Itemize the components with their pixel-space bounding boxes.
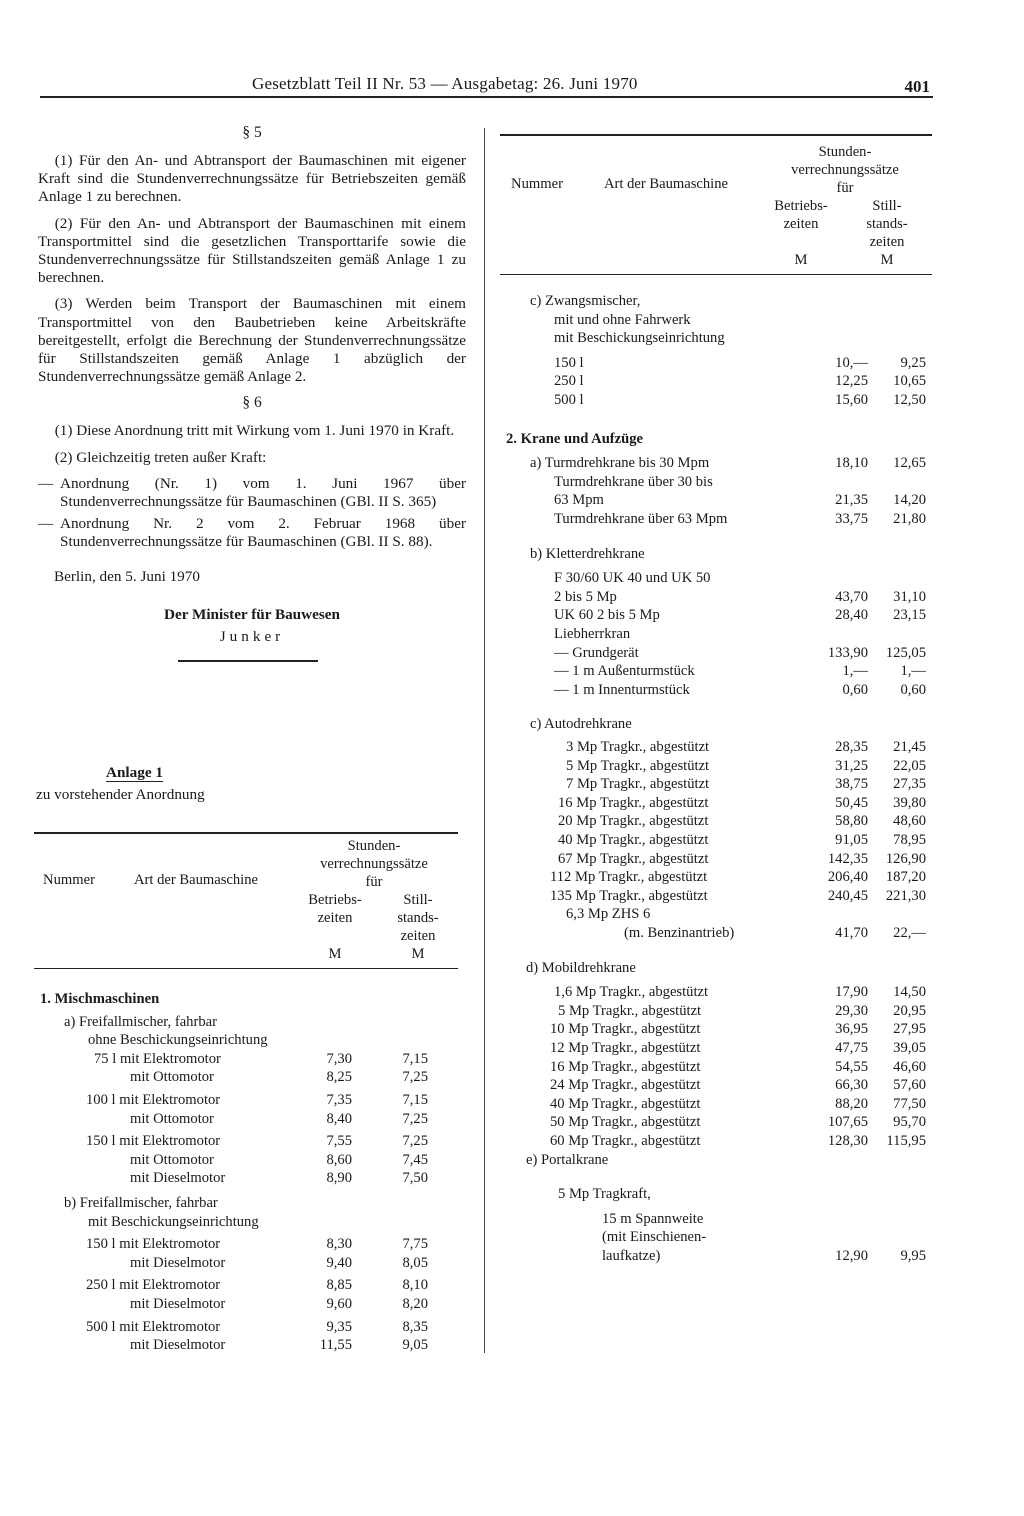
rate-operating: 9,40 <box>326 1254 352 1271</box>
paragraph-6-2: (2) Gleichzeitig treten außer Kraft: <box>54 448 267 466</box>
rate-standstill: 8,35 <box>402 1318 428 1335</box>
rate-standstill: 7,15 <box>402 1092 428 1108</box>
table-row <box>500 794 934 812</box>
row-label: F 30/60 UK 40 und UK 50 <box>554 570 711 587</box>
table-row <box>500 868 934 886</box>
rate-operating: 47,75 <box>835 1040 868 1056</box>
header-stunden: Stunden- <box>818 144 872 160</box>
rate-operating: 18,10 <box>835 455 868 472</box>
table-row <box>34 1318 460 1336</box>
header-fuer: für <box>836 180 854 196</box>
signer-name: Junker <box>219 627 285 645</box>
header-title: Gesetzblatt Teil II Nr. 53 — Ausgabetag: 26. Juni 1970 <box>252 74 638 93</box>
row-label: mit und ohne Fahrwerk <box>554 311 691 328</box>
table-header-rule <box>34 968 458 969</box>
table-row <box>500 1020 934 1038</box>
table-row <box>500 1132 934 1150</box>
row-label: 500 l <box>554 392 584 408</box>
table-row <box>500 292 934 310</box>
header-still-zeiten: zeiten <box>869 234 905 250</box>
rate-operating: 21,35 <box>835 492 868 509</box>
header-machine-type: Art der Baumaschine <box>603 176 728 192</box>
table-row <box>500 1113 934 1131</box>
table-row <box>500 983 934 1001</box>
rate-operating: 142,35 <box>827 850 868 867</box>
row-label: 50 Mp Tragkr., abgestützt <box>550 1114 701 1131</box>
table-row <box>500 1151 934 1169</box>
rate-operating: 11,55 <box>319 1337 352 1354</box>
rate-operating: 33,75 <box>835 511 868 527</box>
rate-standstill: 125,05 <box>885 644 926 661</box>
section-5-heading: § 5 <box>242 124 262 141</box>
paragraph-5-3: (3) Werden beim Transport der Baumaschinen mit einem Transportmittel von den Baubetrieben keine Arbeitskräfte bereitgestellt, erfolgt die Berechnung der Stundenverrechnungssätze für Stillstandszeiten gemäß Anlage 1 abzüglich der Stundenverrechnungssätze gemäß Anlage 2. <box>38 295 466 386</box>
left-rate-table <box>34 832 460 1352</box>
rate-standstill: 14,50 <box>893 984 926 1001</box>
rate-standstill: 57,60 <box>893 1077 926 1094</box>
table-row <box>34 1132 460 1150</box>
row-label: mit Dieselmotor <box>130 1337 226 1354</box>
row-label: ohne Beschickungseinrichtung <box>88 1032 268 1049</box>
table-row <box>500 681 934 699</box>
rate-standstill: 21,80 <box>893 511 926 527</box>
header-still-zeiten: zeiten <box>400 928 436 944</box>
row-label: 250 l <box>554 373 584 390</box>
rate-operating: 128,30 <box>827 1133 868 1149</box>
header-number: Nummer <box>43 872 95 888</box>
table-row <box>500 473 934 491</box>
row-label: Turmdrehkrane über 63 Mpm <box>554 511 728 527</box>
row-label: b) Kletterdrehkrane <box>530 545 645 562</box>
rate-operating: 15,60 <box>835 392 868 408</box>
paragraph-5-1: (1) Für den An- und Abtransport der Baumaschinen mit eigener Kraft sind die Stundenverrechnungssätze für Betriebszeiten gemäß Anlage 1 zu berechnen. <box>38 152 466 206</box>
rate-standstill: 39,80 <box>893 794 926 811</box>
rate-operating: 206,40 <box>827 869 868 886</box>
row-label: c) Zwangsmischer, <box>530 293 641 309</box>
rate-operating: 41,70 <box>835 925 868 941</box>
annex-title: Anlage 1 <box>106 764 163 781</box>
rate-operating: 12,90 <box>835 1248 868 1264</box>
rate-operating: 17,90 <box>835 984 868 1001</box>
rate-standstill: 8,20 <box>402 1296 428 1312</box>
table-row <box>500 1002 934 1020</box>
rate-operating: 28,35 <box>835 739 868 755</box>
table-row <box>34 1213 460 1231</box>
row-label: 15 m Spannweite <box>602 1210 704 1227</box>
header-betriebs-zeiten: zeiten <box>317 910 353 926</box>
row-label: 150 l mit Elektromotor <box>86 1133 221 1150</box>
rate-standstill: 9,95 <box>900 1248 926 1264</box>
table-row <box>34 1336 460 1354</box>
table-row <box>500 1076 934 1094</box>
row-label: 60 Mp Tragkr., abgestützt <box>550 1133 701 1149</box>
table-row <box>500 1210 934 1228</box>
rate-standstill: 21,45 <box>893 739 926 755</box>
table-row <box>500 924 934 942</box>
row-label: a) Freifallmischer, fahrbar <box>64 1013 217 1030</box>
paragraph-6-1: (1) Diese Anordnung tritt mit Wirkung vom 1. Juni 1970 in Kraft. <box>54 422 455 440</box>
row-label: 40 Mp Tragkr., abgestützt <box>558 832 709 848</box>
table-row <box>34 1151 460 1169</box>
row-label: 6,3 Mp ZHS 6 <box>566 906 651 923</box>
table-row <box>500 372 934 390</box>
rate-standstill: 1,— <box>900 663 926 680</box>
table-row <box>500 1185 934 1203</box>
header-still: Still- <box>872 198 902 214</box>
table-row <box>500 775 934 793</box>
signature-rule <box>178 660 318 662</box>
rate-operating: 31,25 <box>835 757 868 774</box>
table-row <box>500 959 934 977</box>
row-label: a) Turmdrehkrane bis 30 Mpm <box>530 455 710 472</box>
header-fuer: für <box>365 874 383 890</box>
table-row <box>500 545 934 563</box>
row-label: mit Dieselmotor <box>130 1296 226 1312</box>
row-label: b) Freifallmischer, fahrbar <box>64 1195 218 1211</box>
rate-operating: 133,90 <box>827 644 868 661</box>
header-rule <box>40 96 933 98</box>
rate-operating: 54,55 <box>835 1058 868 1075</box>
table-row <box>500 1039 934 1057</box>
table-row <box>500 1095 934 1113</box>
row-label: e) Portalkrane <box>526 1151 609 1168</box>
table-row <box>500 738 934 756</box>
rate-standstill: 20,95 <box>893 1002 926 1019</box>
table-row <box>34 1091 460 1109</box>
rate-standstill: 8,05 <box>402 1254 428 1271</box>
table-row <box>34 1013 460 1031</box>
header-stands: stands- <box>397 910 439 926</box>
table-row <box>500 606 934 624</box>
rate-operating: 8,25 <box>326 1069 352 1086</box>
table-row <box>34 1031 460 1049</box>
rate-standstill: 22,— <box>893 925 926 941</box>
rate-operating: 10,— <box>835 354 868 371</box>
rate-operating: 50,45 <box>835 794 868 811</box>
rate-standstill: 7,25 <box>402 1069 428 1086</box>
header-stands: stands- <box>866 216 908 232</box>
table-row <box>34 1050 460 1068</box>
row-label: 150 l <box>554 354 584 371</box>
row-label: 2 bis 5 Mp <box>554 588 617 605</box>
rate-standstill: 7,50 <box>402 1170 428 1187</box>
rate-operating: 88,20 <box>835 1095 868 1112</box>
right-rate-table <box>500 134 934 1354</box>
row-label: mit Ottomotor <box>130 1069 214 1086</box>
table-row <box>500 1228 934 1246</box>
table-row <box>500 391 934 409</box>
row-label: 135 Mp Tragkr., abgestützt <box>550 887 708 904</box>
row-label: Liebherrkran <box>554 626 631 642</box>
row-label: (m. Benzinantrieb) <box>624 925 735 941</box>
rate-operating: 12,25 <box>835 373 868 390</box>
table-row <box>34 1295 460 1313</box>
header-unit-m-1: M <box>794 252 808 268</box>
rate-operating: 9,35 <box>326 1318 352 1335</box>
table-row <box>34 1276 460 1294</box>
table-row <box>500 454 934 472</box>
row-label: — 1 m Außenturmstück <box>554 663 695 680</box>
rate-operating: 8,40 <box>326 1110 352 1127</box>
table-row <box>500 625 934 643</box>
rate-operating: 58,80 <box>835 813 868 830</box>
table-row <box>500 644 934 662</box>
rate-standstill: 27,35 <box>893 776 926 793</box>
rate-operating: 8,85 <box>326 1277 352 1294</box>
row-label: 250 l mit Elektromotor <box>86 1277 221 1294</box>
header-unit-m-2: M <box>880 252 894 268</box>
rate-operating: 8,90 <box>326 1170 352 1187</box>
rate-standstill: 78,95 <box>893 832 926 848</box>
rate-standstill: 0,60 <box>900 681 926 698</box>
dash-mark: — <box>38 474 54 492</box>
rate-standstill: 9,05 <box>402 1337 428 1354</box>
annex-heading <box>36 764 460 804</box>
repealed-ordinance-1 <box>38 475 466 511</box>
table-row <box>500 354 934 372</box>
table-row <box>500 887 934 905</box>
rate-operating: 9,60 <box>326 1296 352 1312</box>
column-divider <box>484 128 485 1353</box>
table-row <box>500 850 934 868</box>
row-label: 24 Mp Tragkr., abgestützt <box>550 1077 701 1094</box>
table-row <box>34 1169 460 1187</box>
table-header-rule <box>500 274 932 275</box>
row-label: mit Dieselmotor <box>130 1170 226 1187</box>
row-label: 16 Mp Tragkr., abgestützt <box>558 794 709 811</box>
table-row <box>500 1058 934 1076</box>
rate-operating: 66,30 <box>835 1077 868 1094</box>
table-row <box>34 1068 460 1086</box>
row-label: 20 Mp Tragkr., abgestützt <box>558 813 709 830</box>
rate-standstill: 7,25 <box>402 1133 428 1150</box>
rate-operating: 38,75 <box>835 776 868 793</box>
annex-subtitle: zu vorstehender Anordnung <box>36 786 205 803</box>
paragraph-5-2: (2) Für den An- und Abtransport der Baumaschinen mit einem Transportmittel sind die gesetzlichen Transporttarife sowie die Stundenverrechnungssätze für Stillstandszeiten gemäß Anlage 1 zu berechnen. <box>38 214 466 287</box>
header-betriebs: Betriebs- <box>774 198 828 214</box>
rate-operating: 43,70 <box>835 588 868 605</box>
row-label: 5 Mp Tragkraft, <box>558 1186 651 1203</box>
rate-operating: 29,30 <box>835 1002 868 1019</box>
rate-operating: 107,65 <box>827 1114 868 1131</box>
rate-standstill: 7,75 <box>402 1236 428 1253</box>
table-row <box>500 662 934 680</box>
rate-operating: 28,40 <box>835 607 868 624</box>
row-label: 40 Mp Tragkr., abgestützt <box>550 1095 701 1112</box>
header-unit-m-2: M <box>411 946 425 962</box>
place-and-date: Berlin, den 5. Juni 1970 <box>54 567 200 585</box>
rate-operating: 91,05 <box>835 832 868 848</box>
table-row <box>34 1110 460 1128</box>
table-row <box>500 812 934 830</box>
row-label: 1,6 Mp Tragkr., abgestützt <box>554 984 709 1001</box>
table-row <box>34 1235 460 1253</box>
repealed-ordinance-2 <box>38 515 466 551</box>
rate-standstill: 12,65 <box>893 455 926 472</box>
row-label: d) Mobildrehkrane <box>526 959 636 976</box>
rate-standstill: 7,15 <box>402 1050 428 1067</box>
header-still: Still- <box>403 892 433 908</box>
table-top-rule <box>34 832 458 834</box>
table-row <box>500 329 934 347</box>
rate-standstill: 221,30 <box>885 887 926 904</box>
table-row <box>500 715 934 733</box>
row-label: mit Ottomotor <box>130 1151 214 1168</box>
row-label: mit Dieselmotor <box>130 1254 226 1271</box>
header-stunden: Stunden- <box>347 838 401 854</box>
row-label: c) Autodrehkrane <box>530 716 632 733</box>
rate-standstill: 115,95 <box>886 1133 926 1149</box>
row-label: — Grundgerät <box>554 644 639 661</box>
rate-standstill: 46,60 <box>893 1058 926 1075</box>
rate-operating: 36,95 <box>835 1021 868 1038</box>
row-label: 500 l mit Elektromotor <box>86 1318 221 1335</box>
header-verrechnung: verrechnungssätze <box>791 162 899 178</box>
row-label: 12 Mp Tragkr., abgestützt <box>550 1040 701 1056</box>
rate-operating: 8,30 <box>326 1236 352 1253</box>
row-label: UK 60 2 bis 5 Mp <box>554 607 660 624</box>
header-betriebs: Betriebs- <box>308 892 362 908</box>
table-row <box>34 990 460 1008</box>
table-row <box>500 905 934 923</box>
table-row <box>500 831 934 849</box>
table-row <box>500 569 934 587</box>
rate-standstill: 14,20 <box>893 492 926 509</box>
rate-standstill: 12,50 <box>893 392 926 408</box>
header-betriebs-zeiten: zeiten <box>783 216 819 232</box>
row-label: 3 Mp Tragkr., abgestützt <box>566 739 710 755</box>
row-label: Turmdrehkrane über 30 bis <box>554 473 713 490</box>
row-label: — 1 m Innenturmstück <box>554 681 690 698</box>
row-label: mit Ottomotor <box>130 1110 214 1127</box>
row-label: mit Beschickungseinrichtung <box>554 330 725 347</box>
repealed-ordinance-1-text: Anordnung (Nr. 1) vom 1. Juni 1967 über Stundenverrechnungssätze für Baumaschinen (GBl. II S. 365) <box>60 474 466 511</box>
rate-standstill: 77,50 <box>893 1095 926 1112</box>
rate-standstill: 8,10 <box>402 1277 428 1294</box>
row-label: 10 Mp Tragkr., abgestützt <box>550 1021 701 1038</box>
left-column <box>38 124 466 662</box>
table-row <box>500 311 934 329</box>
table-row <box>500 430 934 448</box>
row-label: 1. Mischmaschinen <box>40 991 160 1007</box>
row-label: 2. Krane und Aufzüge <box>506 430 644 447</box>
section-6-heading: § 6 <box>242 394 262 412</box>
header-unit-m-1: M <box>328 946 342 962</box>
rate-standstill: 39,05 <box>893 1040 926 1056</box>
row-label: mit Beschickungseinrichtung <box>88 1213 259 1230</box>
rate-standstill: 187,20 <box>885 869 926 886</box>
rate-standstill: 27,95 <box>893 1021 926 1038</box>
dash-mark: — <box>38 515 54 533</box>
rate-standstill: 9,25 <box>900 354 926 371</box>
table-row <box>34 1194 460 1212</box>
row-label: 150 l mit Elektromotor <box>86 1236 221 1253</box>
rate-operating: 1,— <box>842 663 868 680</box>
table-row <box>34 1254 460 1272</box>
table-row <box>500 1247 934 1265</box>
row-label: 16 Mp Tragkr., abgestützt <box>550 1058 701 1075</box>
rate-standstill: 31,10 <box>893 588 926 605</box>
header-number: Nummer <box>511 176 563 192</box>
rate-operating: 8,60 <box>326 1151 352 1168</box>
rate-standstill: 95,70 <box>893 1114 926 1131</box>
rate-operating: 7,35 <box>326 1092 352 1108</box>
rate-standstill: 126,90 <box>885 850 926 867</box>
row-label: 112 Mp Tragkr., abgestützt <box>550 869 708 886</box>
page-header <box>40 74 932 98</box>
minister-title: Der Minister für Bauwesen <box>164 605 340 623</box>
rate-standstill: 7,45 <box>402 1151 428 1168</box>
rate-operating: 7,55 <box>326 1133 352 1150</box>
rate-standstill: 48,60 <box>893 813 926 830</box>
header-verrechnung: verrechnungssätze <box>320 856 428 872</box>
row-label: 63 Mpm <box>554 492 604 509</box>
row-label: (mit Einschienen- <box>602 1229 707 1246</box>
row-label: 5 Mp Tragkr., abgestützt <box>558 1002 702 1019</box>
page-number: 401 <box>904 77 930 96</box>
row-label: 100 l mit Elektromotor <box>86 1092 221 1108</box>
rate-standstill: 7,25 <box>402 1110 428 1127</box>
rate-operating: 0,60 <box>842 681 868 698</box>
rate-standstill: 22,05 <box>893 757 926 774</box>
table-row <box>500 491 934 509</box>
row-label: 75 l mit Elektromotor <box>94 1050 221 1067</box>
table-top-rule <box>500 134 932 136</box>
rate-operating: 240,45 <box>827 887 868 904</box>
row-label: 7 Mp Tragkr., abgestützt <box>566 776 710 793</box>
rate-standstill: 10,65 <box>893 373 926 390</box>
header-machine-type: Art der Baumaschine <box>133 872 258 888</box>
table-row <box>500 510 934 528</box>
row-label: 5 Mp Tragkr., abgestützt <box>566 757 710 774</box>
rate-operating: 7,30 <box>326 1050 352 1067</box>
table-row <box>500 757 934 775</box>
row-label: 67 Mp Tragkr., abgestützt <box>558 850 709 867</box>
repealed-ordinance-2-text: Anordnung Nr. 2 vom 2. Februar 1968 über Stundenverrechnungssätze für Baumaschinen (GBl. II S. 88). <box>60 515 466 551</box>
rate-standstill: 23,15 <box>893 607 926 624</box>
row-label: laufkatze) <box>602 1248 661 1264</box>
table-row <box>500 588 934 606</box>
